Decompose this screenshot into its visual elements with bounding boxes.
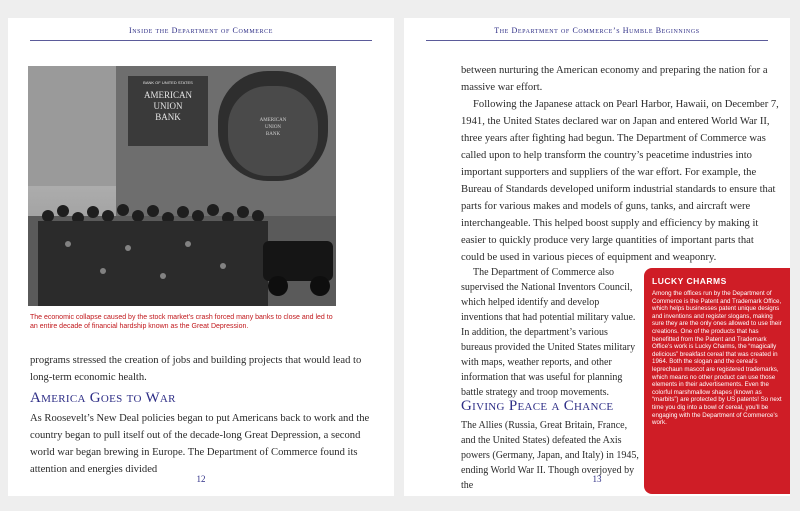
continued-paragraph-left	[30, 352, 370, 386]
page-number-right: 13	[592, 474, 602, 484]
section-body-war	[30, 410, 370, 478]
running-head-right: The Department of Commerce’s Humble Beginnings	[494, 26, 700, 35]
paragraph-1: between nurturing the American economy and preparing the nation for a massive war effort.	[461, 65, 768, 93]
header-rule-right	[426, 40, 768, 41]
photo-sign-line-1: AMERICAN	[143, 90, 193, 100]
right-column-top	[461, 62, 779, 266]
section-heading-peace: Giving Peace a Chance	[461, 398, 614, 414]
sidebar-text: Among the offices run by the Department of Commerce is the Patent and Trademark Office, which helps businesses patent unique designs and inventions and register slogans, making sure they are the only ones allowed to use their creations. One of the products that has benefitted from the Patent and Trademark Office’s work is Lucky Charms, the “magically delicious” breakfast cereal that was created in 1964. Both the slogan and the cereal’s leprechaun mascot are registered trademarks, which means no other product can use those elements in their advertisements. Even the colorful marshmallow shapes (known as “marbits”) are protected by US patents! So next time you dig into a bowl of cereal, you’ll be engaging with the Department of Commerce’s work.	[652, 290, 782, 427]
photo-sign-line-2: UNION	[153, 101, 183, 111]
right-page	[404, 18, 790, 496]
paragraph-continued: programs stressed the creation of jobs and building projects that would lead to long-term economic health.	[30, 355, 362, 383]
photo-window-sign-3: BANK	[265, 132, 281, 137]
running-head-left: Inside the Department of Commerce	[128, 26, 273, 35]
photo-sign-small: BANK OF UNITED STATES	[143, 80, 193, 85]
lucky-charms-sidebar	[644, 268, 790, 494]
photo-caption: The economic collapse caused by the stock market’s crash forced many banks to close and led to an entire decade of financial hardship known as the Great Depression.	[30, 314, 333, 330]
right-column-narrow	[461, 265, 639, 400]
section-heading-war: America Goes to War	[30, 390, 176, 406]
photo-window-sign-1: AMERICAN	[259, 118, 287, 123]
paragraph-war: As Roosevelt’s New Deal policies began to put Americans back to work and the country began to pull itself out of the decade-long Great Depression, a second world war began brewing in Europe. The Department of Commerce found its attention and energies divided	[30, 413, 370, 475]
paragraph-2: Following the Japanese attack on Pearl Harbor, Hawaii, on December 7, 1941, the United States declared war on Japan and entered World War II, three years after fighting had begun. The Department of Commerce was called upon to help transform the country’s peacetime industries into important supporters and suppliers of the war effort. For example, the Bureau of Standards developed uniform industrial standards to ensure that parts for various makes and models of guns, tanks, and aircraft were interchangeable. This helped boost supply and efficiency by making it easier to quickly produce very large quantities of important parts that could be used in various pieces of equipment and weaponry.	[461, 99, 779, 263]
paragraph-peace: The Allies (Russia, Great Britain, France, and the United States) defeated the Axis powers (Germany, Japan, and Italy) in 1945, ending World War II. Though overjoyed by the	[461, 420, 639, 491]
sidebar-title: LUCKY CHARMS	[652, 276, 727, 286]
photo-sign-line-3: BANK	[155, 112, 181, 122]
photo-window-sign-2: UNION	[264, 125, 282, 130]
left-page	[8, 18, 394, 496]
bank-crowd-photo	[28, 66, 336, 306]
header-rule-left	[30, 40, 372, 41]
paragraph-3: The Department of Commerce also supervised the National Inventors Council, which helped identify and develop inventions that had potential military value. In addition, the department’s various bureaus provided the United States military with maps, weather reports, and other information that was useful for planning battle strategy and troop movements.	[461, 267, 636, 398]
page-number-left: 12	[196, 474, 206, 484]
photo-illustration	[28, 66, 336, 306]
